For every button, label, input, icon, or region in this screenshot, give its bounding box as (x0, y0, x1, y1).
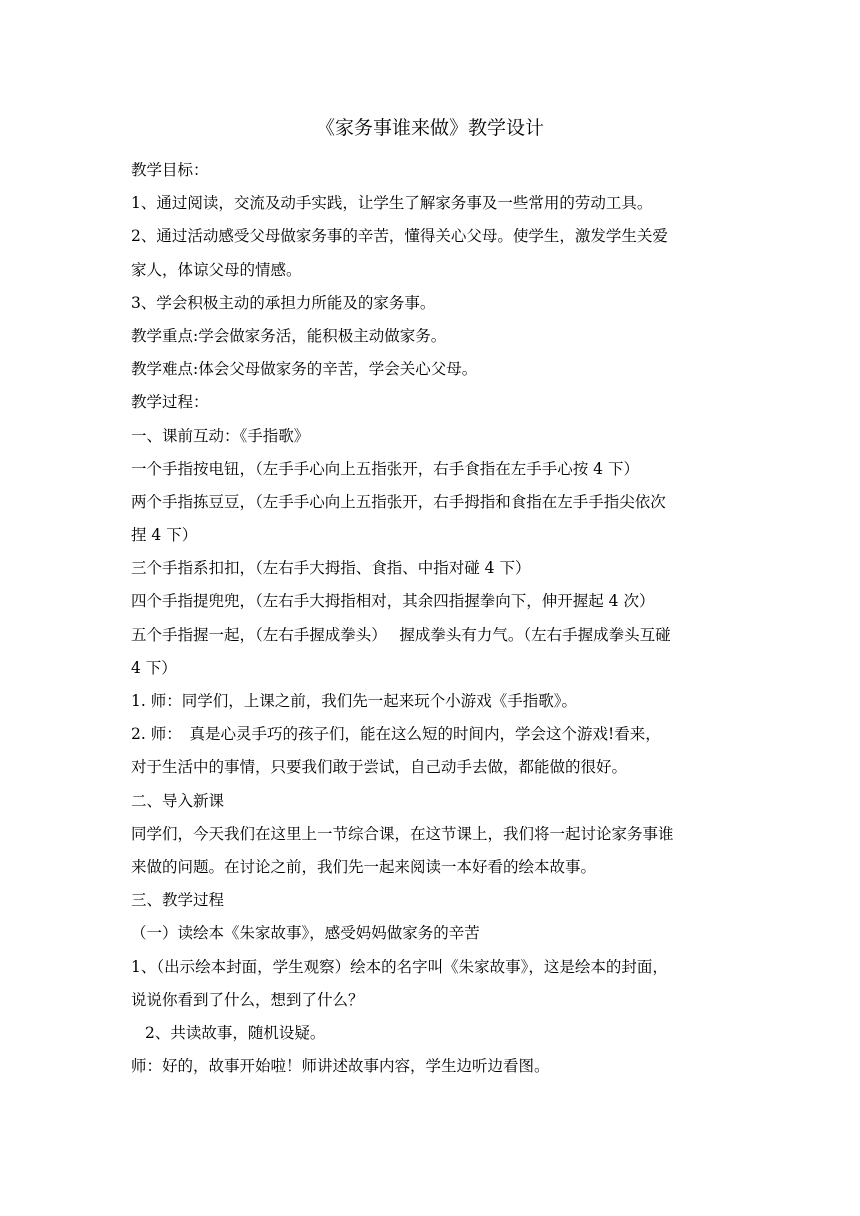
text-line: 说说你看到了什么，想到了什么？ (131, 990, 364, 1009)
document-title: 《家务事谁来做》教学设计 (315, 117, 544, 139)
text-line: 1. 师：同学们，上课之前，我们先一起来玩个小游戏《手指歌》。 (131, 692, 577, 710)
text-line: 2. 师： 真是心灵手巧的孩子们，能在这么短的时间内，学会这个游戏!看来， (131, 725, 661, 744)
text-line: 一、课前互动：《手指歌》 (131, 426, 310, 445)
text-line: 家人，体谅父母的情感。 (131, 260, 302, 279)
text-line: 四个手指提兜兜，（左右手大拇指相对，其余四指握拳向下，伸开握起 4 次） (131, 592, 655, 611)
text-line: 教学过程： (131, 393, 209, 412)
text-line: 2、共读故事，随机设疑。 (145, 1023, 326, 1042)
text-line: 教学难点:体会父母做家务的辛苦，学会关心父母。 (131, 360, 478, 379)
text-line: 三个手指系扣扣，（左右手大拇指、食指、中指对碰 4 下） (131, 559, 531, 578)
text-line: 教学目标： (131, 161, 209, 179)
text-line: 师：好的，故事开始啦！师讲述故事内容，学生边听边看图。 (131, 1057, 550, 1076)
text-line: 1、（出示绘本封面，学生观察）绘本的名字叫《朱家故事》，这是绘本的封面， (131, 957, 668, 976)
text-line: 1、通过阅读，交流及动手实践，让学生了解家务事及一些常用的劳动工具。 (131, 194, 653, 213)
text-line: 4 下） (131, 658, 177, 677)
text-line: （一）读绘本《朱家故事》，感受妈妈做家务的辛苦 (131, 924, 480, 943)
text-line: 两个手指拣豆豆，（左手手心向上五指张开，右手拇指和食指在左手手指尖依次 (131, 492, 666, 511)
text-line: 对于生活中的事情，只要我们敢于尝试，自己动手去做，都能做的很好。 (131, 758, 628, 777)
text-line: 三、教学过程 (131, 891, 225, 910)
text-line: 来做的问题。在讨论之前，我们先一起来阅读一本好看的绘本故事。 (131, 857, 597, 876)
text-line: 一个手指按电钮，（左手手心向上五指张开，右手食指在左手手心按 4 下） (131, 459, 639, 478)
text-line: 教学重点:学会做家务活，能积极主动做家务。 (131, 326, 447, 345)
text-line: 3、学会积极主动的承担力所能及的家务事。 (131, 293, 436, 312)
document-body (131, 154, 736, 1083)
text-line: 捏 4 下） (131, 526, 198, 545)
text-line: 2、通过活动感受父母做家务事的辛苦，懂得关心父母。使学生，激发学生关爱 (131, 227, 668, 246)
text-line: 五个手指握一起，（左右手握成拳头） 握成拳头有力气。（左右手握成拳头互碰 (131, 625, 671, 644)
text-line: 同学们，今天我们在这里上一节综合课，在这节课上，我们将一起讨论家务事谁 (131, 824, 674, 843)
text-line: 二、导入新课 (131, 791, 225, 810)
